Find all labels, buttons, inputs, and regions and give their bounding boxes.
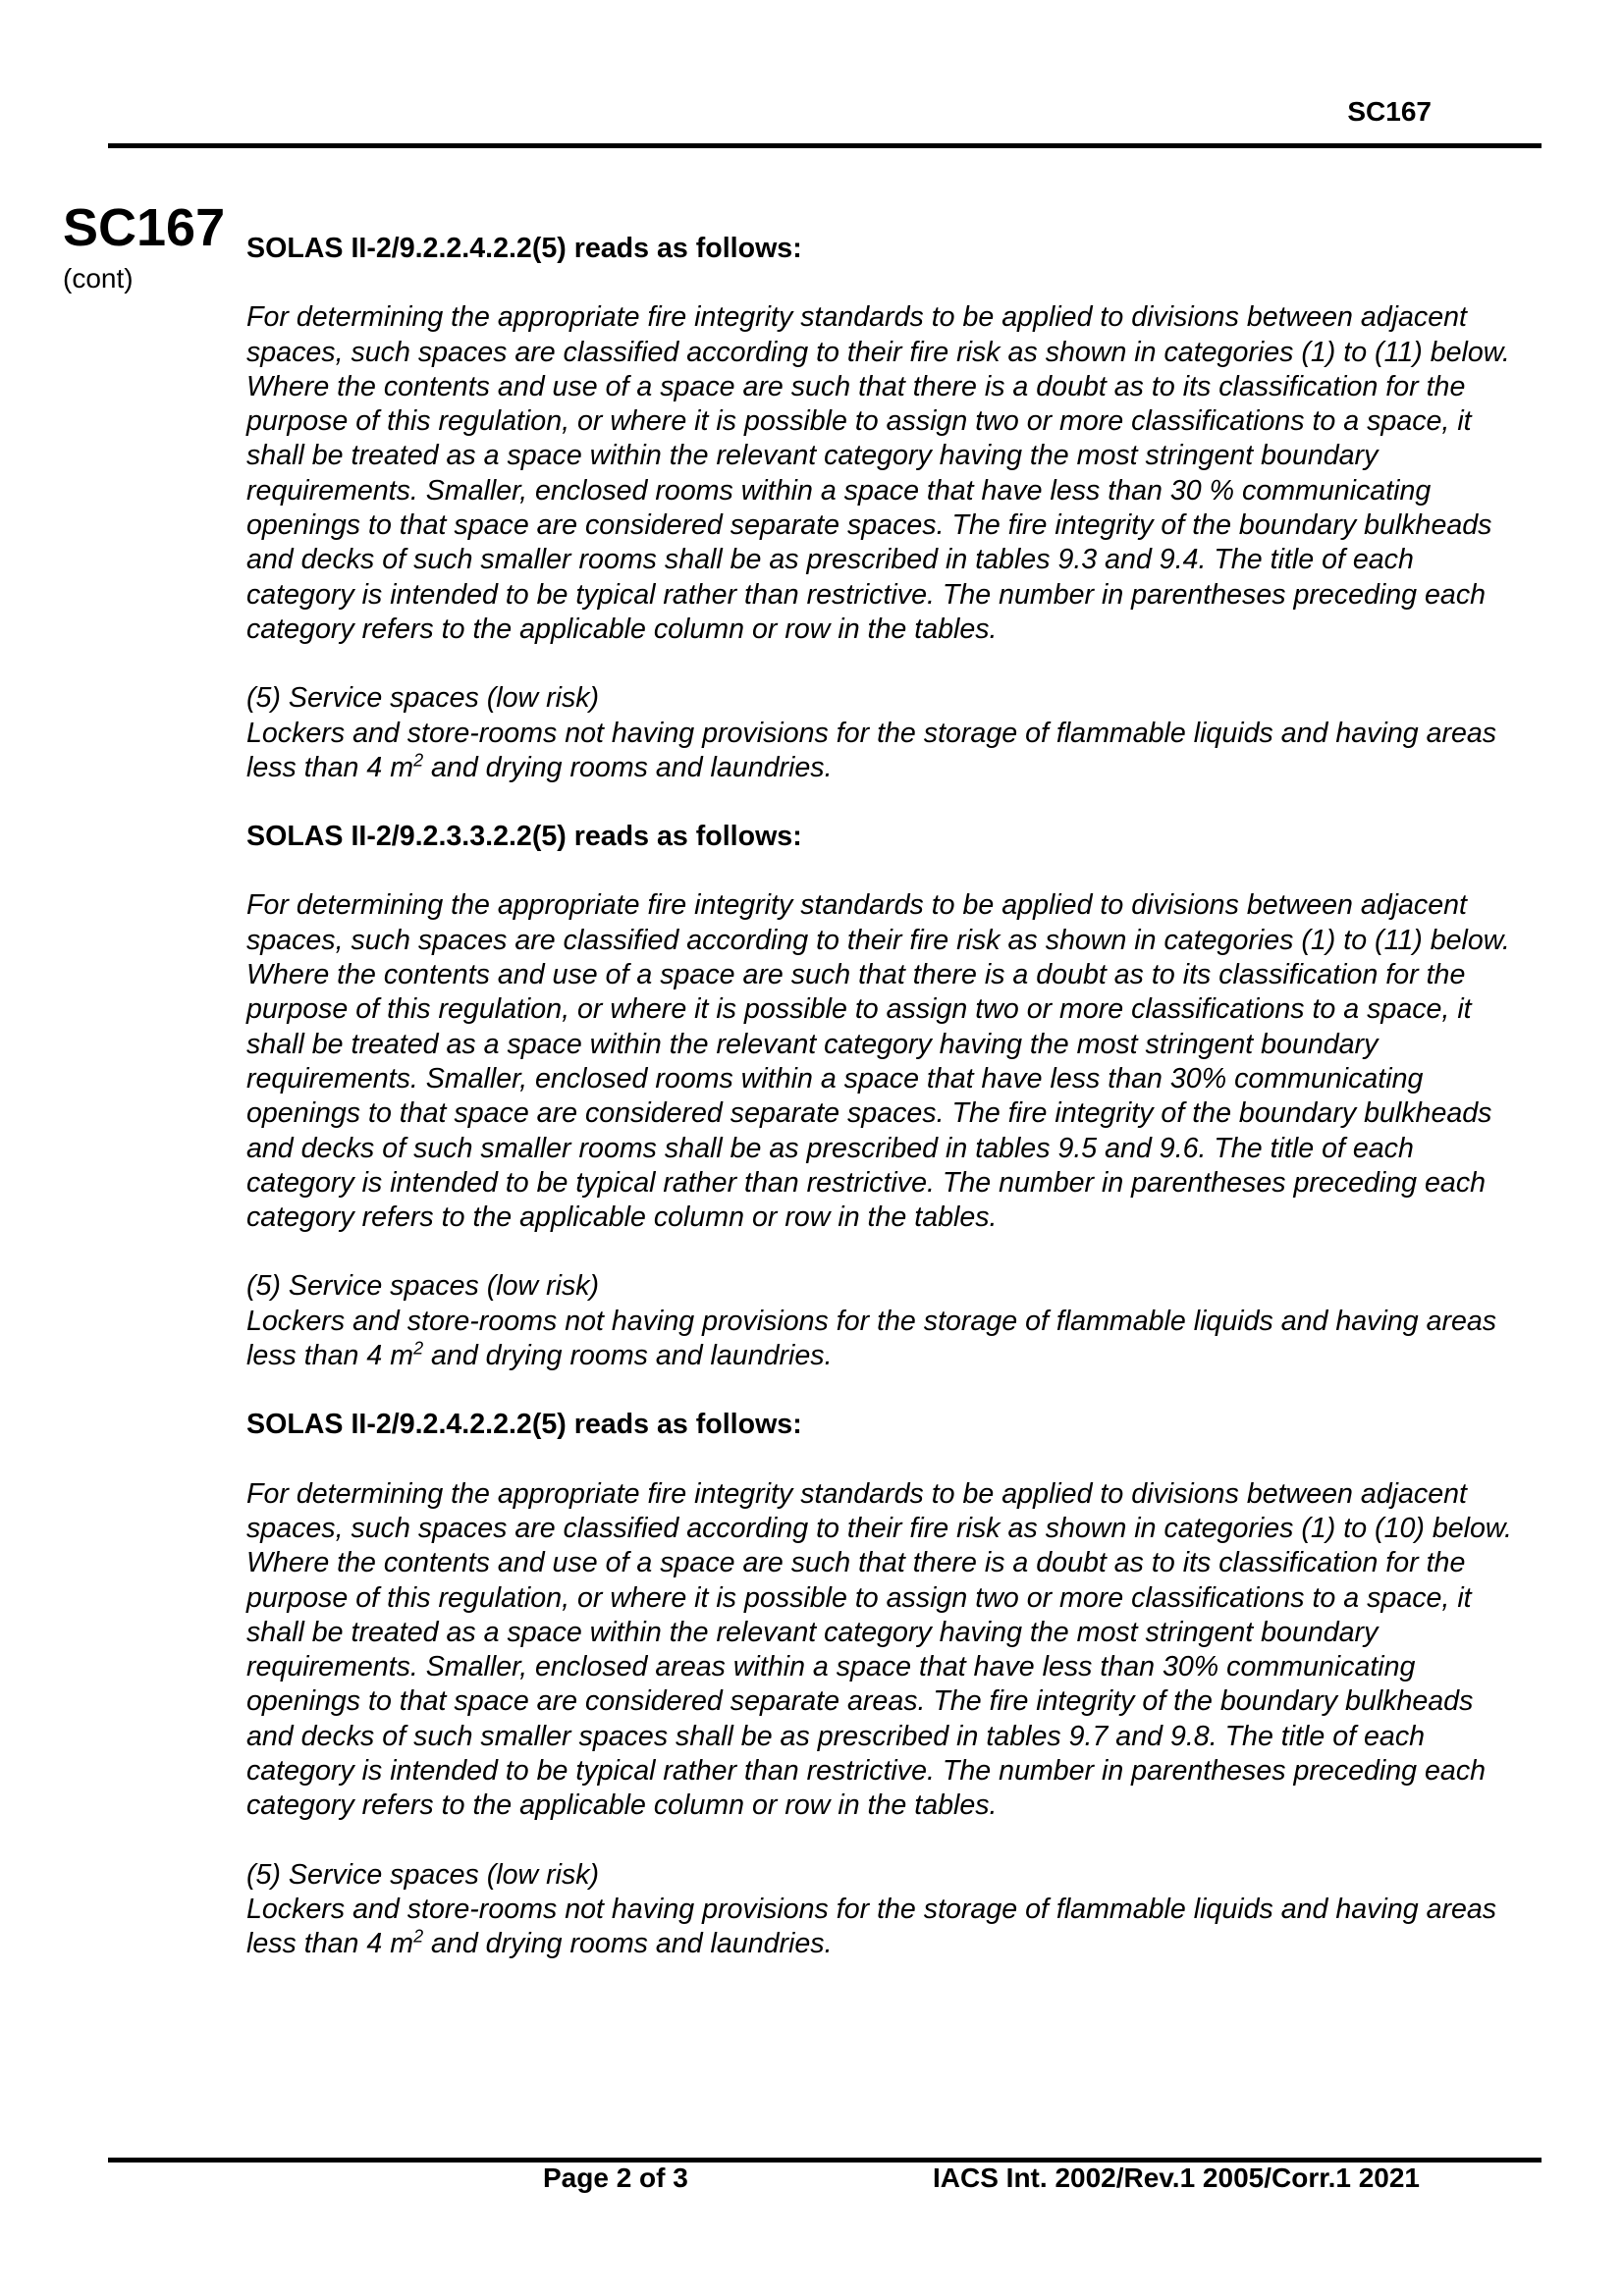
document-body [246,232,1513,1961]
section-2 [246,820,1513,1373]
section-heading: SOLAS II-2/9.2.2.4.2.2(5) reads as follows: [246,233,802,264]
section-heading: SOLAS II-2/9.2.4.2.2.2(5) reads as follows: [246,1409,802,1441]
page-number: Page 2 of 3 [543,2163,688,2193]
subsection-title: (5) Service spaces (low risk) [246,1858,600,1891]
subsection-text: Lockers and store-rooms not having provisions for the storage of flammable liquids and having areas less than 4 $m^2$ and drying rooms and laundries. [246,717,1497,783]
subsection-text: Lockers and store-rooms not having provisions for the storage of flammable liquids and having areas less than 4 $m^2$ and drying rooms and laundries. [246,1893,1497,1960]
section-heading: SOLAS II-2/9.2.3.3.2.2(5) reads as follows: [246,821,802,853]
subsection-title: (5) Service spaces (low risk) [246,682,600,715]
section-paragraph: For determining the appropriate fire integrity standards to be applied to divisions between adjacent spaces, such spaces are classified according to their fire risk as shown in categories (1) to (10) below. Where the contents and use of a space are such that there is a doubt as to its classification for the purpose of this regulation, or where it is possible to assign two or more classifications to a space, it shall be treated as a space within the relevant category having the most stringent boundary requirements. Smaller, enclosed areas within a space that have less than 30% communicating openings to that space are considered separate areas. The fire integrity of the boundary bulkheads and decks of such smaller spaces shall be as prescribed in tables 9.7 and 9.8. The title of each category is intended to be typical rather than restrictive. The number in parentheses preceding each category refers to the applicable column or row in the tables. [246,1477,1512,1822]
header-rule [108,143,1542,148]
superscript: 2 [413,1338,424,1359]
section-paragraph: For determining the appropriate fire integrity standards to be applied to divisions between adjacent spaces, such spaces are classified according to their fire risk as shown in categories (1) to (11) below. Where the contents and use of a space are such that there is a doubt as to its classification for the purpose of this regulation, or where it is possible to assign two or more classifications to a space, it shall be treated as a space within the relevant category having the most stringent boundary requirements. Smaller, enclosed rooms within a space that have less than 30 % communicating openings to that space are considered separate spaces. The fire integrity of the boundary bulkheads and decks of such smaller rooms shall be as prescribed in tables 9.3 and 9.4. The title of each category is intended to be typical rather than restrictive. The number in parentheses preceding each category refers to the applicable column or row in the tables. [246,301,1510,645]
superscript: 2 [413,1926,424,1947]
side-cont-label: (cont) [63,263,134,294]
subsection-title: (5) Service spaces (low risk) [246,1270,600,1303]
subsection-text: Lockers and store-rooms not having provisions for the storage of flammable liquids and having areas less than 4 $m^2$ and drying rooms and laundries. [246,1305,1497,1372]
header-code: SC167 [1347,96,1432,127]
section-3 [246,1408,1513,1961]
document-reference: IACS Int. 2002/Rev.1 2005/Corr.1 2021 [933,2163,1420,2193]
section-1 [246,232,1513,785]
superscript: 2 [413,750,424,771]
section-paragraph: For determining the appropriate fire integrity standards to be applied to divisions between adjacent spaces, such spaces are classified according to their fire risk as shown in categories (1) to (11) below. Where the contents and use of a space are such that there is a doubt as to its classification for the purpose of this regulation, or where it is possible to assign two or more classifications to a space, it shall be treated as a space within the relevant category having the most stringent boundary requirements. Smaller, enclosed rooms within a space that have less than 30% communicating openings to that space are considered separate spaces. The fire integrity of the boundary bulkheads and decks of such smaller rooms shall be as prescribed in tables 9.5 and 9.6. The title of each category is intended to be typical rather than restrictive. The number in parentheses preceding each category refers to the applicable column or row in the tables. [246,889,1510,1234]
side-code: SC167 [63,198,226,257]
